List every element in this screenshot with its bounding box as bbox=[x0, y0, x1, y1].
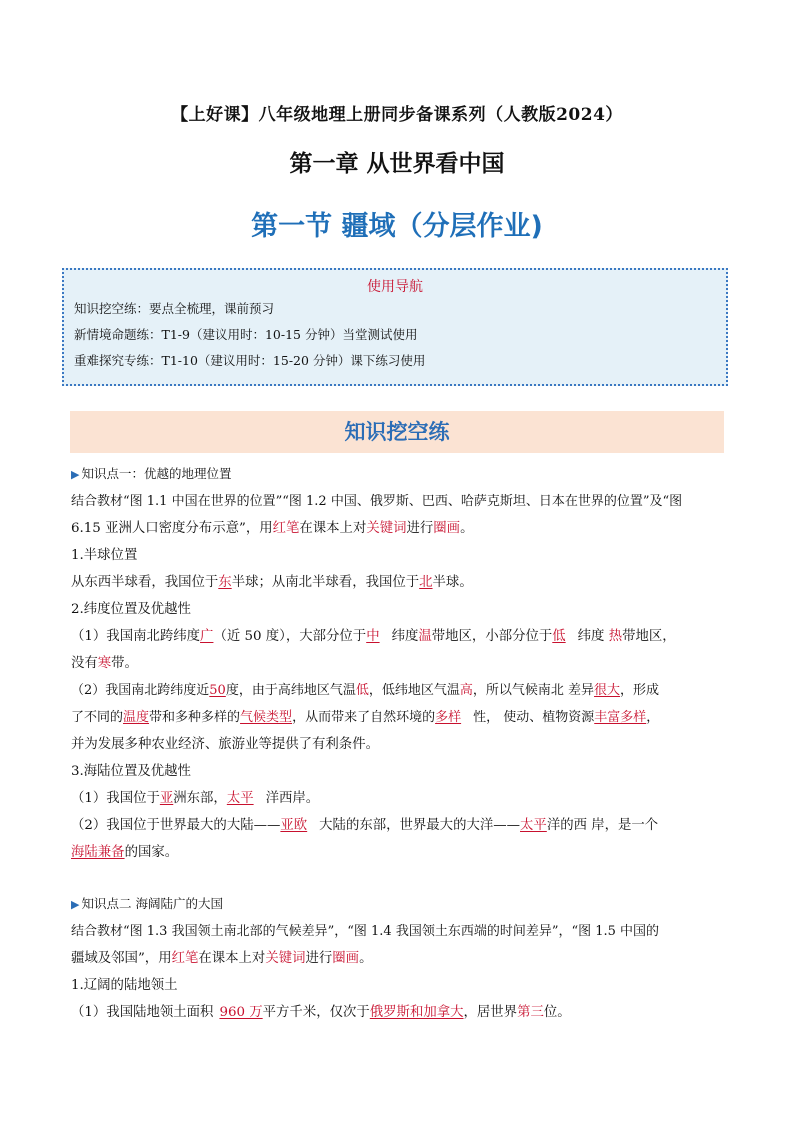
usage-navigation-box bbox=[62, 268, 728, 386]
kp2-intro: 结合教材“图 1.3 我国领土南北部的气候差异”，“图 1.4 我国领土东西端的时间差异”，“图 1.5 中国的 bbox=[71, 924, 660, 939]
answer-blank: 低 bbox=[355, 683, 369, 698]
answer-blank: 北 bbox=[419, 575, 433, 590]
answer-blank: 温度 bbox=[123, 710, 150, 725]
nav-title: 使用导航 bbox=[367, 279, 423, 295]
highlight-keyword: 关键词 bbox=[366, 521, 407, 536]
kp1-hemisphere-line: 从东西半球看，我国位于东半球；从南北半球看，我国位于北半球。 bbox=[71, 575, 473, 590]
kp2-title: 知识点二 海阔陆广的大国 bbox=[81, 896, 223, 911]
answer-blank: 寒 bbox=[97, 656, 112, 671]
section-title: 第一节 疆域（分层作业) bbox=[251, 211, 543, 242]
answer-blank: 很大 bbox=[594, 683, 621, 698]
highlight-red-pen: 红笔 bbox=[272, 521, 300, 536]
answer-blank: 俄罗斯和加拿大 bbox=[369, 1005, 464, 1020]
highlight-keyword: 关键词 bbox=[265, 951, 306, 966]
answer-blank: 热 bbox=[608, 629, 623, 644]
answer-blank: 温 bbox=[418, 629, 432, 644]
answer-blank: 太平 bbox=[226, 791, 254, 806]
kp2-heading-land: 1.辽阔的陆地领土 bbox=[71, 978, 178, 993]
nav-line-preview: 知识挖空练：要点全梳理，课前预习 bbox=[74, 301, 275, 316]
answer-blank: 低 bbox=[552, 629, 566, 644]
answer-blank: 亚 bbox=[159, 791, 174, 806]
kp1-title: 知识点一：优越的地理位置 bbox=[81, 466, 232, 481]
answer-blank: 中 bbox=[366, 629, 380, 644]
kp1-heading-sea-land: 3.海陆位置及优越性 bbox=[71, 764, 191, 779]
answer-blank: 960 万 bbox=[219, 1005, 263, 1020]
answer-blank: 太平 bbox=[520, 818, 547, 833]
kp1-sea-2: （2）我国位于世界最大的大陆——亚欧 大陆的东部，世界最大的大洋——太平洋的西 岸，是一个 bbox=[71, 818, 659, 833]
answer-blank: 海陆兼备 bbox=[71, 845, 125, 860]
answer-blank: 50 bbox=[209, 683, 226, 698]
answer-blank: 气候类型 bbox=[240, 710, 293, 725]
kp1-sea-2-cont: 海陆兼备的国家。 bbox=[71, 845, 179, 860]
answer-blank: 东 bbox=[218, 575, 232, 590]
content-body bbox=[71, 460, 723, 1026]
answer-blank: 多样 bbox=[435, 710, 462, 725]
kp2-land-1: （1）我国陆地领土面积 960 万平方千米，仅次于俄罗斯和加拿大，居世界第三位。 bbox=[71, 1005, 571, 1020]
highlight-circle: 圈画 bbox=[332, 951, 360, 966]
nav-line-inclass: 新情境命题练：T1-9（建议用时：10-15 分钟）当堂测试使用 bbox=[74, 327, 418, 342]
section-banner: 知识挖空练 bbox=[70, 411, 724, 453]
knowledge-point-2-heading bbox=[71, 890, 723, 918]
chapter-title: 第一章 从世界看中国 bbox=[289, 151, 505, 177]
answer-blank: 丰富多样 bbox=[594, 710, 647, 725]
triangle-bullet-icon: ▶ bbox=[71, 468, 80, 481]
answer-blank: 广 bbox=[200, 629, 214, 644]
kp2-intro-cont: 疆域及邻国”，用红笔在课本上对关键词进行圈画。 bbox=[71, 951, 373, 966]
kp1-intro-cont: 6.15 亚洲人口密度分布示意”，用红笔在课本上对关键词进行圈画。 bbox=[71, 521, 474, 536]
kp1-latitude-2-end: 并为发展多种农业经济、旅游业等提供了有利条件。 bbox=[71, 737, 379, 752]
kp1-latitude-1-cont: 没有寒带。 bbox=[71, 656, 138, 671]
triangle-bullet-icon: ▶ bbox=[71, 898, 80, 911]
kp1-latitude-2: （2）我国南北跨纬度近50度，由于高纬地区气温低，低纬地区气温高，所以气候南北 差异很大，形成 bbox=[71, 683, 660, 698]
highlight-circle: 圈画 bbox=[433, 521, 461, 536]
highlight-red-pen: 红笔 bbox=[171, 951, 199, 966]
answer-blank: 第三 bbox=[517, 1005, 544, 1020]
kp1-sea-1: （1）我国位于亚洲东部，太平 洋西岸。 bbox=[71, 791, 320, 806]
answer-blank: 高 bbox=[459, 683, 473, 698]
kp1-latitude-2-cont: 了不同的温度带和多种多样的气候类型，从而带来了自然环境的多样 性， 使动、植物资源丰富多样， bbox=[71, 710, 660, 725]
kp1-intro: 结合教材“图 1.1 中国在世界的位置”“图 1.2 中国、俄罗斯、巴西、哈萨克斯坦、日本在世界的位置”及“图 bbox=[71, 494, 683, 509]
kp1-heading-latitude: 2.纬度位置及优越性 bbox=[71, 602, 191, 617]
nav-line-afterclass: 重难探究专练：T1-10（建议用时：15-20 分钟）课下练习使用 bbox=[74, 353, 426, 368]
knowledge-point-1-heading bbox=[71, 460, 723, 488]
answer-blank: 亚欧 bbox=[280, 818, 308, 833]
kp1-heading-hemisphere: 1.半球位置 bbox=[71, 548, 138, 563]
kp1-latitude-1: （1）我国南北跨纬度广（近 50 度），大部分位于中 纬度温带地区，小部分位于低 纬度 热带地区， bbox=[71, 629, 676, 644]
series-title: 【上好课】八年级地理上册同步备课系列（人教版2024） bbox=[171, 105, 623, 125]
